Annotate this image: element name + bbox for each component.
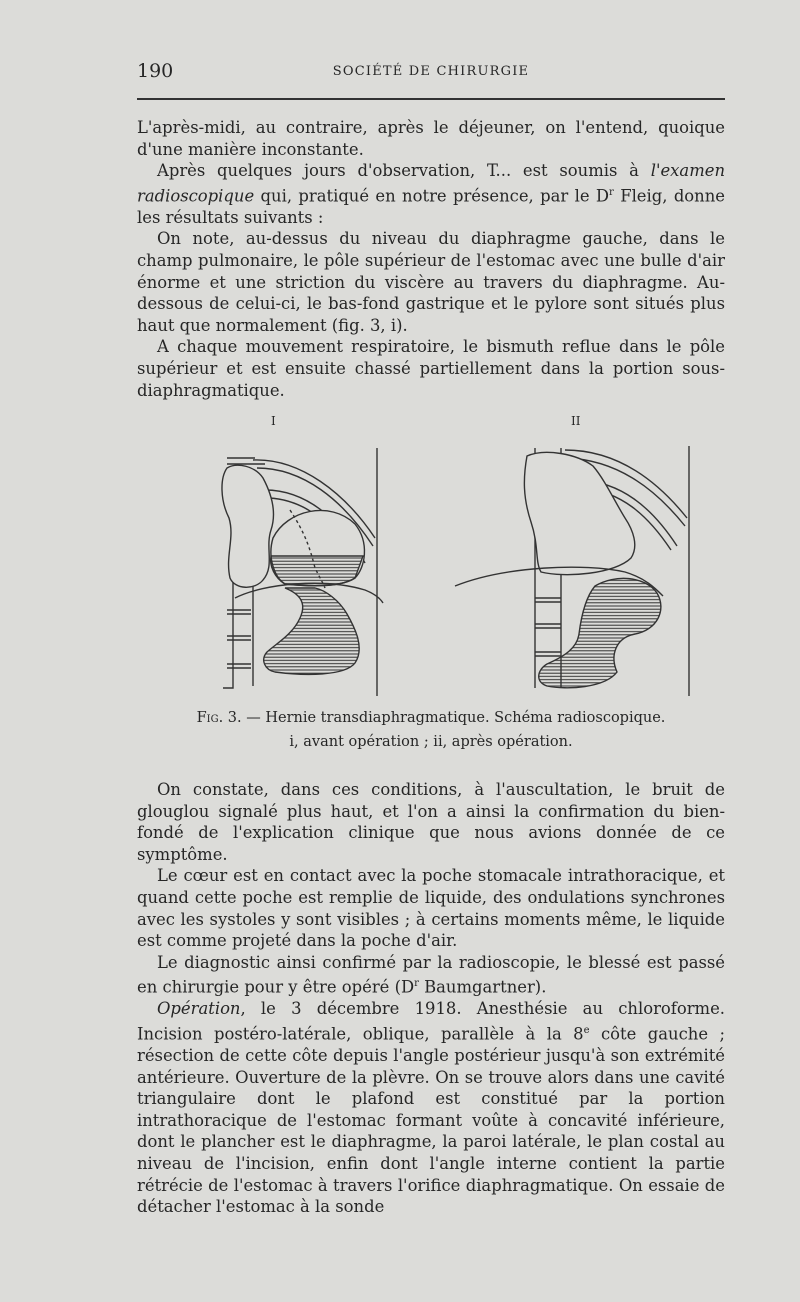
text-run: qui, pratiqué en notre présence, par le D: [254, 186, 610, 206]
figure-label-1: I: [271, 414, 276, 428]
body-text-bottom: [137, 779, 725, 1218]
figure-radioscopic-schema: [205, 438, 705, 700]
italic-text: Opération: [157, 999, 241, 1019]
text-run: On constate, dans ces conditions, à l'auscultation, le bruit de glouglou signalé plus haut, et l'on a ainsi la confirmation du bien-fondé de l'explication clinique que nous avions donnée de ce symptôme.: [137, 780, 725, 864]
superscript: r: [609, 186, 614, 198]
header-rule: [137, 98, 725, 100]
body-text-top: [137, 117, 725, 401]
text-run: Baumgartner).: [418, 977, 547, 997]
running-head: SOCIÉTÉ DE CHIRURGIE: [332, 64, 530, 79]
text-run: On note, au-dessus du niveau du diaphragme gauche, dans le champ pulmonaire, le pôle supérieur de l'estomac avec une bulle d'air énorme et une striction du viscère au travers du diaphragme. Au-dessous de celui-ci, le bas-fond gastrique et le pylore sont situés plus haut que normalement (fig. 3, i).: [137, 229, 725, 335]
paragraph: [137, 865, 725, 951]
figure-label-2: II: [571, 414, 581, 428]
paragraph: [137, 336, 725, 401]
paragraph: [137, 952, 725, 999]
figure-number: Fig. 3.: [196, 710, 242, 726]
text-run: L'après-midi, au contraire, après le déjeuner, on l'entend, quoique d'une manière inconstante.: [137, 118, 725, 159]
superscript: r: [414, 978, 419, 990]
text-run: Fleig, donne les résultats suivants :: [137, 186, 725, 227]
superscript: e: [583, 1025, 590, 1036]
text-run: Après quelques jours d'observation, T... est soumis à: [157, 161, 651, 181]
paragraph: [137, 228, 725, 336]
italic-text: l'examen radioscopique: [137, 161, 725, 206]
paragraph: [137, 779, 725, 865]
paragraph: [137, 998, 725, 1217]
figure-caption-line-2: i, avant opération ; ii, après opération.: [289, 734, 573, 750]
paragraph: [137, 160, 725, 228]
text-run: côte gauche ; résection de cette côte depuis l'angle postérieur jusqu'à son extrémité antérieure. Ouverture de la plèvre. On se trouve alors dans une cavité triangulaire dont le plafond est constitué par la portion intrathoracique de l'estomac formant voûte à concavité inférieure, dont le plancher est le diaphragme, la paroi latérale, le plan costal au niveau de l'incision, enfin dont l'angle interne contient la partie rétrécie de l'estomac à travers l'orifice diaphragmatique. On essaie de détacher l'estomac à la sonde: [137, 1024, 725, 1217]
text-run: A chaque mouvement respiratoire, le bismuth reflue dans le pôle supérieur et est ensuite chassé partiellement dans la portion sous-diaphragmatique.: [137, 337, 725, 400]
schema-panel-2: [455, 446, 689, 696]
paragraph: [137, 117, 725, 160]
page-header: [137, 60, 725, 88]
text-run: Le cœur est en contact avec la poche stomacale intrathoracique, et quand cette poche est remplie de liquide, des ondulations synchrones avec les systoles y sont visibles ; à certains moments même, le liquide est comme projeté dans la poche d'air.: [137, 866, 725, 951]
figure-caption-title: — Hernie transdiaphragmatique. Schéma radioscopique.: [241, 710, 666, 726]
schema-panel-1: [222, 448, 383, 696]
text-run: Le diagnostic ainsi confirmé par la radioscopie, le blessé est passé en chirurgie pour y être opéré (D: [137, 952, 725, 997]
page-number: 190: [137, 60, 174, 82]
figure-caption-line-1: [137, 708, 725, 729]
text-run: , le 3 décembre 1918. Anesthésie au chloroforme. Incision postéro-latérale, oblique, parallèle à la 8: [137, 999, 725, 1044]
